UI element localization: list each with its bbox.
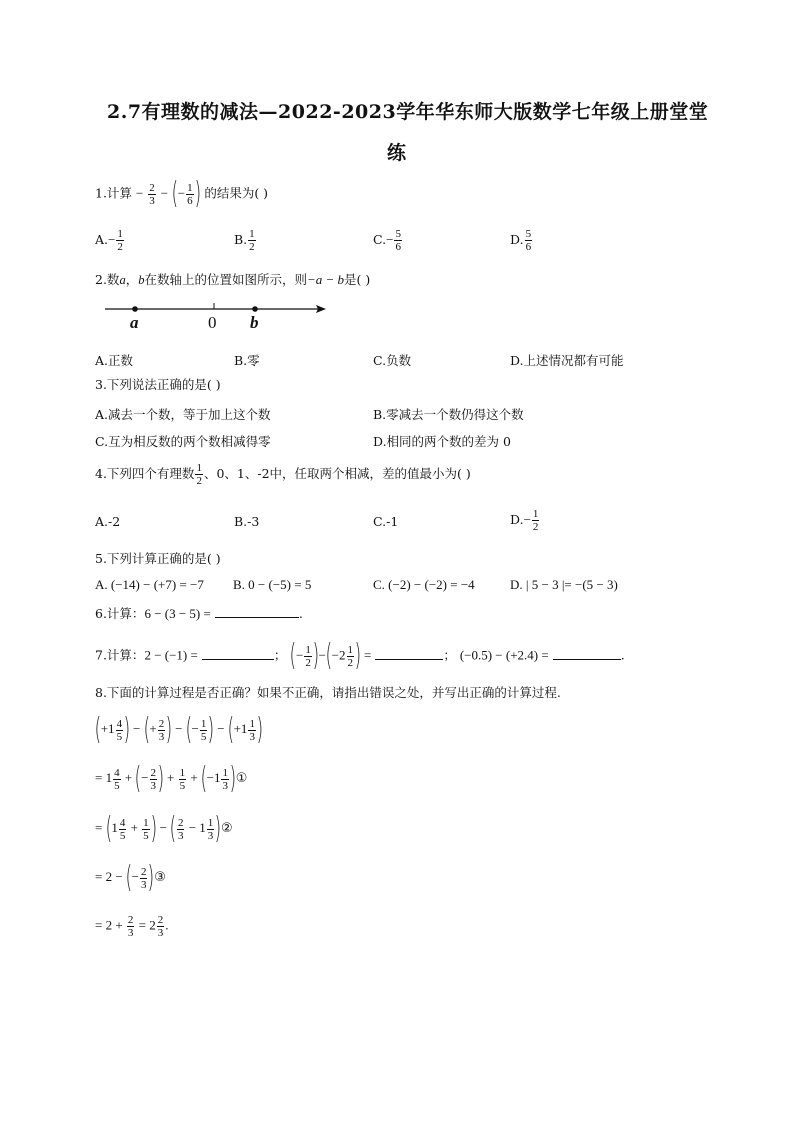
q8-step-1: = 1 $\frac{4}{5}$ + (− $\frac{2}{3}$ ) + $\frac{1}{5}$ + (−1 $\frac{1}{3}$ )① [95,761,248,796]
question-1: 1.计算 − $\frac{2}{3}$ − (− $\frac{1}{6}$ ) 的结果为( ) [95,176,269,211]
question-8: 8.下面的计算过程是否正确？如果不正确，请指出错误之处，并写出正确的计算过程. [95,685,561,700]
q1-option-c[interactable]: C.− $\frac{5}{6}$ [373,228,401,253]
q7-answer-blank-1[interactable] [202,647,274,660]
q4-option-c[interactable]: C.-1 [373,514,399,529]
q4-option-a[interactable]: A.-2 [95,514,121,529]
q1-suffix: 的结果为( ) [204,185,269,201]
q8-step-3: = 2 − (− $\frac{2}{3}$ )③ [95,860,166,895]
q5-option-a[interactable]: A. (−14) − (+7) = −7 [95,577,204,592]
q4-option-d[interactable]: D.− $\frac{1}{2}$ [510,508,539,533]
q5-option-c[interactable]: C. (−2) − (−2) = −4 [373,577,475,592]
q8-step-4: = 2 + $\frac{2}{3}$ = 2 $\frac{2}{3}$ . [95,914,169,939]
q1-fraction-b: $\frac{1}{6}$ [187,181,193,207]
q1-option-d[interactable]: D. $\frac{5}{6}$ [510,228,532,253]
q3-option-a[interactable]: A.减去一个数，等于加上这个数 [95,407,271,422]
q3-option-d[interactable]: D.相同的两个数的差为 0 [373,434,511,449]
page-title-line2: 练 [387,142,407,164]
q5-option-d[interactable]: D. | 5 − 3 |= −(5 − 3) [510,577,618,592]
q2-option-b[interactable]: B.零 [234,353,260,368]
axis-label-a: a [130,313,139,332]
question-4: 4.下列四个有理数 $\frac{1}{2}$ 、0、1、-2中，任取两个相减，差的值最小为( ) [95,462,471,487]
page-title: 2.7有理数的减法—2022-2023学年华东师大版数学七年级上册堂堂 [107,101,709,123]
question-7: 7.计算：2 − (−1) = ； (− $\frac{1}{2}$ )−(−2 $\frac{1}{2}$ ) = ； (−0.5) − (+2.4) = . [95,638,625,673]
q7-answer-blank-3[interactable] [553,647,621,660]
question-5: 5.下列计算正确的是( ) [95,551,221,566]
q2-option-d[interactable]: D.上述情况都有可能 [510,353,624,368]
point-b [252,306,258,312]
question-3: 3.下列说法正确的是( ) [95,377,221,392]
question-2: 2.数a，b在数轴上的位置如图所示，则−a − b是( ) [95,272,371,287]
q8-step-2: = (1 $\frac{4}{5}$ + $\frac{1}{5}$ ) − ( $\frac{2}{3}$ − 1 $\frac{1}{3}$ )② [95,811,233,846]
q2-option-c[interactable]: C.负数 [373,353,412,368]
q1-prefix: 1.计算 [95,185,132,201]
q2-option-a[interactable]: A.正数 [95,353,134,368]
q3-option-b[interactable]: B.零减去一个数仍得这个数 [373,407,524,422]
q5-option-b[interactable]: B. 0 − (−5) = 5 [233,577,312,592]
q4-option-b[interactable]: B.-3 [234,514,260,529]
q6-answer-blank[interactable] [215,605,299,618]
q1-option-a[interactable]: A.− $\frac{1}{2}$ [95,228,123,253]
point-a [132,306,138,312]
axis-label-b: b [250,313,259,332]
q1-option-b[interactable]: B. $\frac{1}{2}$ [234,228,255,253]
axis-label-zero: 0 [208,313,217,332]
q7-answer-blank-2[interactable] [375,647,443,660]
q1-fraction-a: $\frac{2}{3}$ [149,181,155,207]
question-6: 6.计算：6 − (3 − 5) = . [95,606,303,621]
q3-option-c[interactable]: C.互为相反数的两个数相减得零 [95,434,271,449]
q8-expression: (+1 $\frac{4}{5}$ ) − (+ $\frac{2}{3}$ ) − (− $\frac{1}{5}$ ) − (+1 $\frac{1}{3}$ ) [94,712,264,747]
